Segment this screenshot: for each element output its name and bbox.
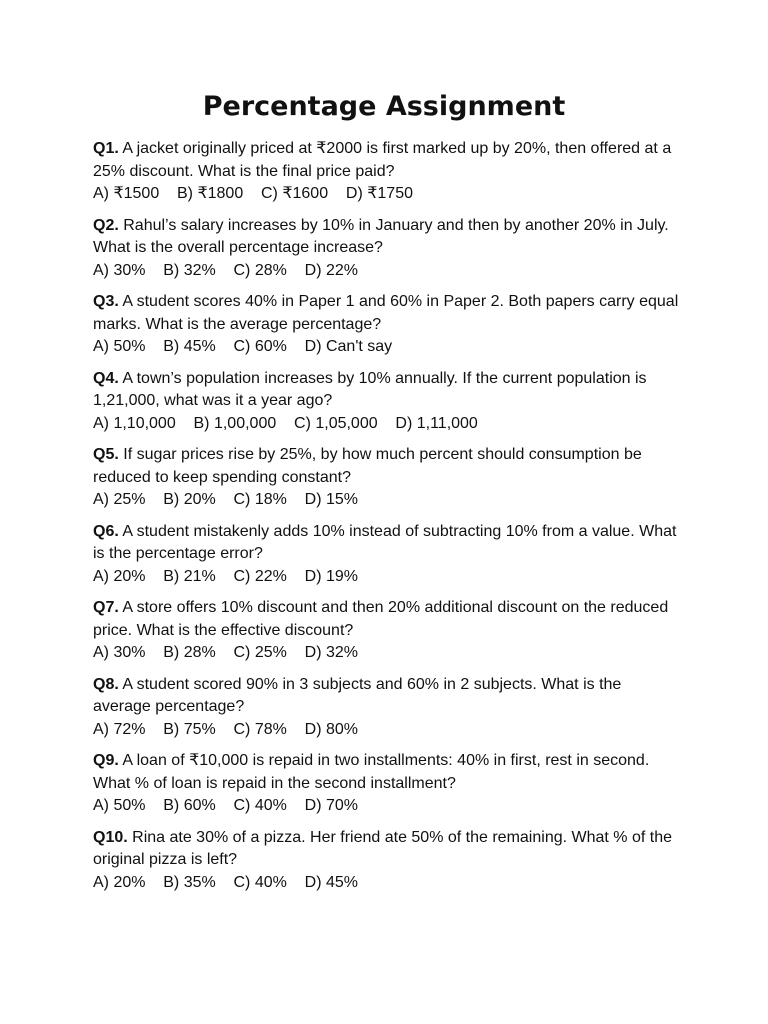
question-body: A student mistakenly adds 10% instead of subtracting 10% from a value. What is the percentage error? <box>93 522 677 562</box>
question-text <box>93 521 683 566</box>
question-item <box>93 215 683 283</box>
question-number: Q2. <box>93 216 119 234</box>
answer-options: A) 72% B) 75% C) 78% D) 80% <box>93 720 358 738</box>
question-number: Q1. <box>93 140 119 157</box>
question-item <box>93 521 683 589</box>
question-item <box>93 138 683 206</box>
question-text <box>93 444 683 489</box>
question-number: Q3. <box>93 293 119 310</box>
question-body: Rahul’s salary increases by 10% in January and then by another 20% in July. What is the overall percentage increase? <box>93 216 669 256</box>
question-body: A jacket originally priced at ₹2000 is first marked up by 20%, then offered at a 25% discount. What is the final price paid? <box>93 140 672 180</box>
question-number: Q4. <box>93 369 119 387</box>
question-number: Q9. <box>93 752 119 769</box>
question-text <box>93 750 683 795</box>
answer-options: A) 25% B) 20% C) 18% D) 15% <box>93 491 358 508</box>
question-text <box>93 597 683 642</box>
answer-options: A) 50% B) 60% C) 40% D) 70% <box>93 797 358 814</box>
question-body: A student scores 40% in Paper 1 and 60% in Paper 2. Both papers carry equal marks. What is the average percentage? <box>93 293 679 333</box>
question-text <box>93 368 683 413</box>
page-title: Percentage Assignment <box>202 91 566 122</box>
question-body: If sugar prices rise by 25%, by how much percent should consumption be reduced to keep spending constant? <box>93 446 642 486</box>
answer-options: A) ₹1500 B) ₹1800 C) ₹1600 D) ₹1750 <box>93 185 413 202</box>
question-item <box>93 444 683 512</box>
question-item <box>93 597 683 665</box>
question-body: A town’s population increases by 10% annually. If the current population is 1,21,000, what was it a year ago? <box>93 369 647 409</box>
question-number: Q6. <box>93 522 119 540</box>
question-number: Q5. <box>93 446 119 463</box>
question-item <box>93 827 683 895</box>
answer-options: A) 50% B) 45% C) 60% D) Can't say <box>93 338 393 355</box>
question-text <box>93 215 683 260</box>
question-list <box>93 138 683 903</box>
question-body: Rina ate 30% of a pizza. Her friend ate 50% of the remaining. What % of the original pizza is left? <box>93 828 672 868</box>
answer-options: A) 30% B) 32% C) 28% D) 22% <box>93 261 358 279</box>
question-item <box>93 750 683 818</box>
question-text <box>93 138 683 183</box>
question-number: Q8. <box>93 675 119 693</box>
question-text <box>93 674 683 719</box>
question-item <box>93 291 683 359</box>
question-number: Q10. <box>93 828 128 846</box>
question-body: A loan of ₹10,000 is repaid in two installments: 40% in first, rest in second. What % of loan is repaid in the second installment? <box>93 752 650 792</box>
answer-options: A) 20% B) 21% C) 22% D) 19% <box>93 567 358 585</box>
answer-options: A) 20% B) 35% C) 40% D) 45% <box>93 873 358 891</box>
question-text <box>93 291 683 336</box>
question-number: Q7. <box>93 599 119 616</box>
question-item <box>93 368 683 436</box>
question-item <box>93 674 683 742</box>
question-body: A student scored 90% in 3 subjects and 60% in 2 subjects. What is the average percentage? <box>93 675 622 715</box>
question-text <box>93 827 683 872</box>
answer-options: A) 1,10,000 B) 1,00,000 C) 1,05,000 D) 1,11,000 <box>93 414 478 432</box>
answer-options: A) 30% B) 28% C) 25% D) 32% <box>93 644 358 661</box>
question-body: A store offers 10% discount and then 20% additional discount on the reduced price. What is the effective discount? <box>93 599 669 639</box>
